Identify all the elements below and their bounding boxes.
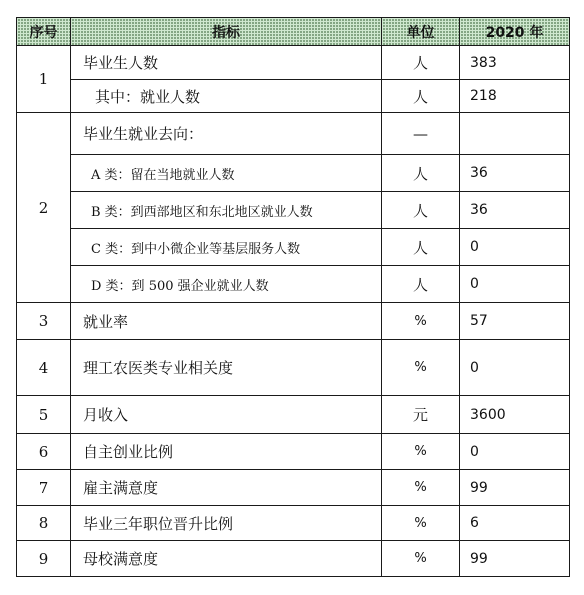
value-cell: 3600 [460,396,570,434]
table-row [17,434,570,470]
unit-cell: 人 [382,192,460,229]
indicator-cell: 毕业生就业去向： [71,113,382,155]
unit-cell: % [382,541,460,577]
indicator-cell: 其中：就业人数 [71,80,382,113]
header-row [17,18,570,46]
unit-cell: % [382,506,460,541]
table-row [17,229,570,266]
value-cell: 99 [460,541,570,577]
indicator-cell: A 类：留在当地就业人数 [71,155,382,192]
indicator-cell: C 类：到中小微企业等基层服务人数 [71,229,382,266]
unit-cell: 人 [382,80,460,113]
value-cell: 57 [460,303,570,340]
table-row [17,541,570,577]
table-row [17,506,570,541]
value-cell: 36 [460,155,570,192]
header-year: 2020 年 [460,18,570,46]
unit-cell: 人 [382,155,460,192]
value-cell: 99 [460,470,570,506]
table-row [17,266,570,303]
row-number: 1 [17,46,71,113]
value-cell [460,113,570,155]
table-row [17,396,570,434]
unit-cell: 元 [382,396,460,434]
row-number: 8 [17,506,71,541]
table-container [16,17,570,577]
unit-cell: % [382,470,460,506]
row-number: 3 [17,303,71,340]
row-number: 4 [17,340,71,396]
table-row [17,303,570,340]
indicator-cell: B 类：到西部地区和东北地区就业人数 [71,192,382,229]
row-number: 6 [17,434,71,470]
indicator-cell: 就业率 [71,303,382,340]
table-row [17,80,570,113]
row-number: 5 [17,396,71,434]
table-row [17,113,570,155]
unit-cell: % [382,303,460,340]
indicator-cell: 理工农医类专业相关度 [71,340,382,396]
value-cell: 0 [460,266,570,303]
header-indicator: 指标 [71,18,382,46]
indicator-cell: 毕业三年职位晋升比例 [71,506,382,541]
unit-cell: 人 [382,266,460,303]
indicator-cell: 自主创业比例 [71,434,382,470]
indicator-cell: D 类：到 500 强企业就业人数 [71,266,382,303]
unit-cell: — [382,113,460,155]
value-cell: 218 [460,80,570,113]
row-number: 2 [17,113,71,303]
unit-cell: % [382,340,460,396]
table-row [17,155,570,192]
employment-indicators-table [16,17,570,577]
row-number: 7 [17,470,71,506]
indicator-cell: 月收入 [71,396,382,434]
value-cell: 0 [460,434,570,470]
unit-cell: 人 [382,46,460,80]
unit-cell: % [382,434,460,470]
row-number: 9 [17,541,71,577]
unit-cell: 人 [382,229,460,266]
value-cell: 383 [460,46,570,80]
value-cell: 0 [460,340,570,396]
table-row [17,192,570,229]
value-cell: 36 [460,192,570,229]
value-cell: 0 [460,229,570,266]
header-unit: 单位 [382,18,460,46]
indicator-cell: 雇主满意度 [71,470,382,506]
indicator-cell: 母校满意度 [71,541,382,577]
indicator-cell: 毕业生人数 [71,46,382,80]
header-no: 序号 [17,18,71,46]
table-row [17,46,570,80]
value-cell: 6 [460,506,570,541]
table-row [17,340,570,396]
table-row [17,470,570,506]
